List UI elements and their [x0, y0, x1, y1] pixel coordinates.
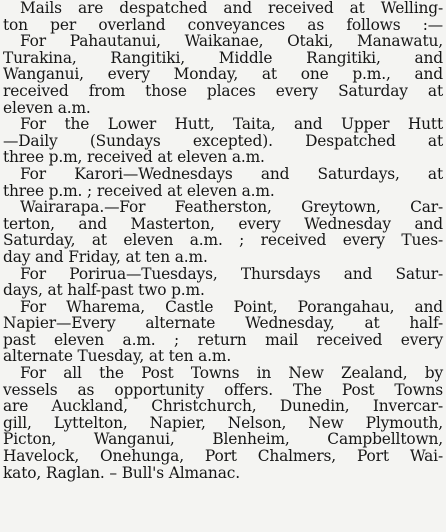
- article-line: vessels as opportunity offers. The Post Towns: [3, 380, 443, 399]
- article-line: eleven a.m.: [3, 98, 91, 117]
- article-line: ton per overland conveyances as follows :—: [3, 15, 443, 34]
- article-line: Havelock, Onehunga, Port Chalmers, Port Wai-: [3, 447, 443, 466]
- article-line: Picton, Wanganui, Blenheim, Campbelltown,: [3, 430, 443, 449]
- article-line: For Wharema, Castle Point, Porangahau, and: [20, 297, 443, 316]
- article-line: three p.m, received at eleven a.m.: [3, 148, 265, 167]
- article-line: alternate Tuesday, at ten a.m.: [3, 347, 232, 366]
- article-line: Wanganui, every Monday, at one p.m., and: [3, 65, 443, 84]
- article-line: Napier—Every alternate Wednesday, at half-: [3, 314, 443, 333]
- article-line: three p.m. ; received at eleven a.m.: [3, 181, 275, 200]
- article-line: gill, Lyttelton, Napier, Nelson, New Plymouth,: [3, 413, 443, 432]
- article-line: received from those places every Saturday at: [3, 81, 443, 100]
- article-line: For Pahautanui, Waikanae, Otaki, Manawatu,: [20, 32, 443, 51]
- article-line: For all the Post Towns in New Zealand, by: [20, 364, 443, 383]
- article-line: Mails are despatched and received at Welling-: [20, 0, 443, 17]
- article-line: Wairarapa.—For Featherston, Greytown, Car-: [20, 198, 443, 217]
- article-line: —Daily (Sundays excepted). Despatched at: [3, 131, 443, 150]
- article-line: past eleven a.m. ; return mail received every: [3, 330, 443, 349]
- article-line: For Karori—Wednesdays and Saturdays, at: [20, 164, 443, 183]
- article-line: are Auckland, Christchurch, Dunedin, Invercar-: [3, 397, 443, 416]
- article-line: Turakina, Rangitiki, Middle Rangitiki, and: [3, 48, 443, 67]
- article-line: terton, and Masterton, every Wednesday and: [3, 214, 443, 233]
- article-line: Saturday, at eleven a.m. ; received every Tues-: [3, 231, 443, 250]
- article-line: days, at half-past two p.m.: [3, 281, 205, 300]
- article-line: For the Lower Hutt, Taita, and Upper Hutt: [20, 115, 443, 134]
- article-column: [3, 0, 443, 481]
- article-line: kato, Raglan. – Bull's Almanac.: [3, 463, 240, 482]
- article-line: For Porirua—Tuesdays, Thursdays and Satur-: [20, 264, 443, 283]
- article-line: day and Friday, at ten a.m.: [3, 247, 208, 266]
